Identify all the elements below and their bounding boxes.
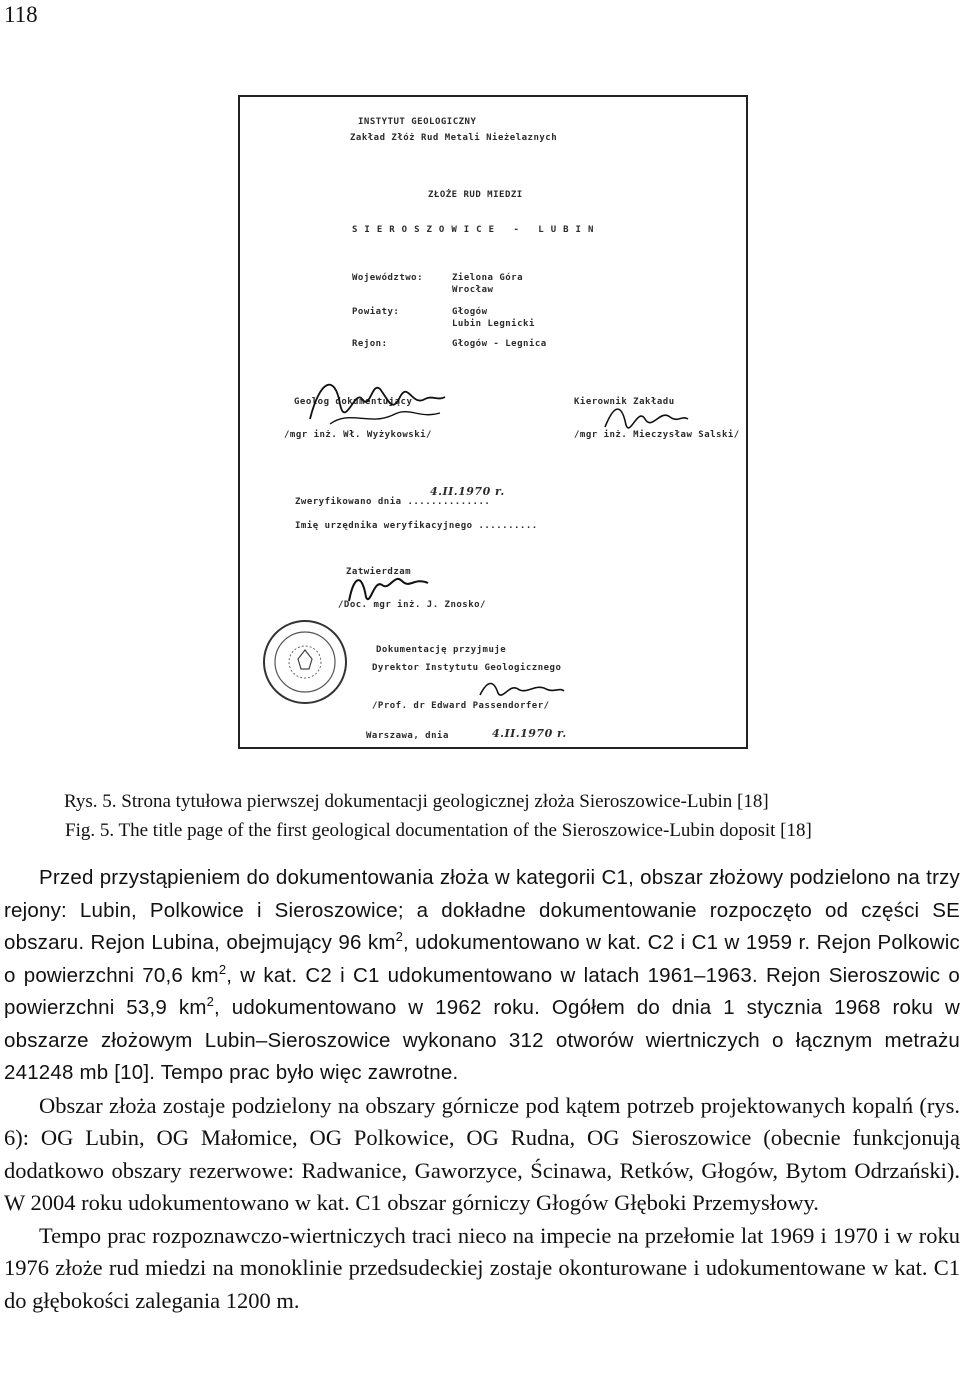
doc-voivodeship-value-2: Wrocław [452,285,494,295]
doc-region-value: Głogów - Legnica [452,339,547,349]
official-seal-icon [260,617,350,707]
signature-right [600,397,690,439]
doc-districts-label: Powiaty: [352,307,400,317]
paragraph-1-part-a: Przed przystąpieniem do dokumentowania złoża w kategorii C1, obszar złożowy podzielono na trzy rejony: Lubin, Polkowice i Sieroszowice; a dokładne dokumentowanie rozpoczęto od części SE obszaru. Rejon Lubina, obejmujący 96 km [4,866,960,954]
figure-caption-english: Fig. 5. The title page of the first geological documentation of the Sieroszowice-Lubin doposit [18] [65,820,812,841]
doc-voivodeship-value-1: Zielona Góra [452,273,524,283]
doc-voivodeship-label: Województwo: [352,273,424,283]
doc-deposit-name: SIEROSZOWICE - LUBIN [352,225,601,235]
handwritten-date-1: 4.II.1970 r. [430,485,505,498]
doc-deposit-heading: ZŁOŻE RUD MIEDZI [428,190,523,200]
doc-verification-1: Zweryfikowano dnia .............. [295,497,491,507]
doc-author-left-2: /mgr inż. Wł. Wyżykowski/ [284,430,432,440]
doc-director-name: /Doc. mgr inż. J. Znosko/ [338,600,486,610]
doc-department: Zakład Złóż Rud Metali Nieżelaznych [350,133,558,143]
doc-districts-value-2: Lubin Legnicki [452,319,535,329]
doc-author-left-1: Geolog dokumentujący [294,397,413,407]
paragraph-3: Tempo prac rozpoznawczo-wiertniczych traci nieco na impecie na przełomie lat 1969 i 1970 i w roku 1976 złoże rud miedzi na monoklinie przedsudeckiej zostaje okonturowane i udokumentowane w kat. C1 do głębokości zalegania 1200 m. [4,1222,960,1313]
superscript-km2: 2 [218,961,227,977]
signature-accept [476,675,566,701]
doc-director-label: Zatwierdzam [346,567,412,577]
figure-caption-polish: Rys. 5. Strona tytułowa pierwszej dokumentacji geologicznej złoża Sieroszowice-Lubin [18] [64,791,769,812]
paragraph-1-part-d: , udokumentowano w 1962 roku. Ogółem do dnia 1 stycznia 1968 roku w obszarze złożowym Lubin–Sieroszowice wykonano 312 otworów wiertniczych o łącznym metrażu 241248 mb [10]. Tempo prac było więc zawrotne. [4,996,960,1084]
superscript-km2: 2 [206,994,215,1010]
doc-accept-1: Dokumentację przyjmuje [376,645,507,655]
doc-accept-name: /Prof. dr Edward Passendorfer/ [372,701,550,711]
doc-author-right-1: Kierownik Zakładu [574,397,675,407]
doc-place-date: Warszawa, dnia [366,731,449,741]
superscript-km2: 2 [395,929,404,945]
doc-verification-2: Imię urzędnika weryfikacyjnego .......... [295,521,538,531]
doc-districts-value-1: Głogów [452,307,488,317]
handwritten-date-2: 4.II.1970 r. [492,727,567,740]
scanned-title-page-figure [238,95,748,749]
paragraph-1-part-b: , udokumentowano w kat. C2 i C1 w 1959 r. Rejon Polkowic o powierzchni 70,6 km [4,931,960,987]
doc-accept-2: Dyrektor Instytutu Geologicznego [372,663,562,673]
doc-author-right-2: /mgr inż. Mieczysław Salski/ [574,430,740,440]
doc-institute: INSTYTUT GEOLOGICZNY [358,117,477,127]
signature-left [300,369,450,439]
body-text [4,862,960,1317]
doc-region-label: Rejon: [352,339,388,349]
paragraph-1-part-c: , w kat. C2 i C1 udokumentowano w latach 1961–1963. Rejon Sieroszowic o powierzchni 53,9 km [4,963,960,1019]
paragraph-2: Obszar złoża zostaje podzielony na obszary górnicze pod kątem potrzeb projektowanych kopalń (rys. 6): OG Lubin, OG Małomice, OG Polkowice, OG Rudna, OG Sieroszowice (obecnie funkcjonują dodatkowo obszary rezerwowe: Radwanice, Gaworzyce, Ścinawa, Retków, Głogów, Bytom Odrzański). W 2004 roku udokumentowano w kat. C1 obszar górniczy Głogów Głęboki Przemysłowy. [4,1092,960,1215]
page-number: 118 [4,2,38,27]
paragraph-1 [4,862,960,1090]
